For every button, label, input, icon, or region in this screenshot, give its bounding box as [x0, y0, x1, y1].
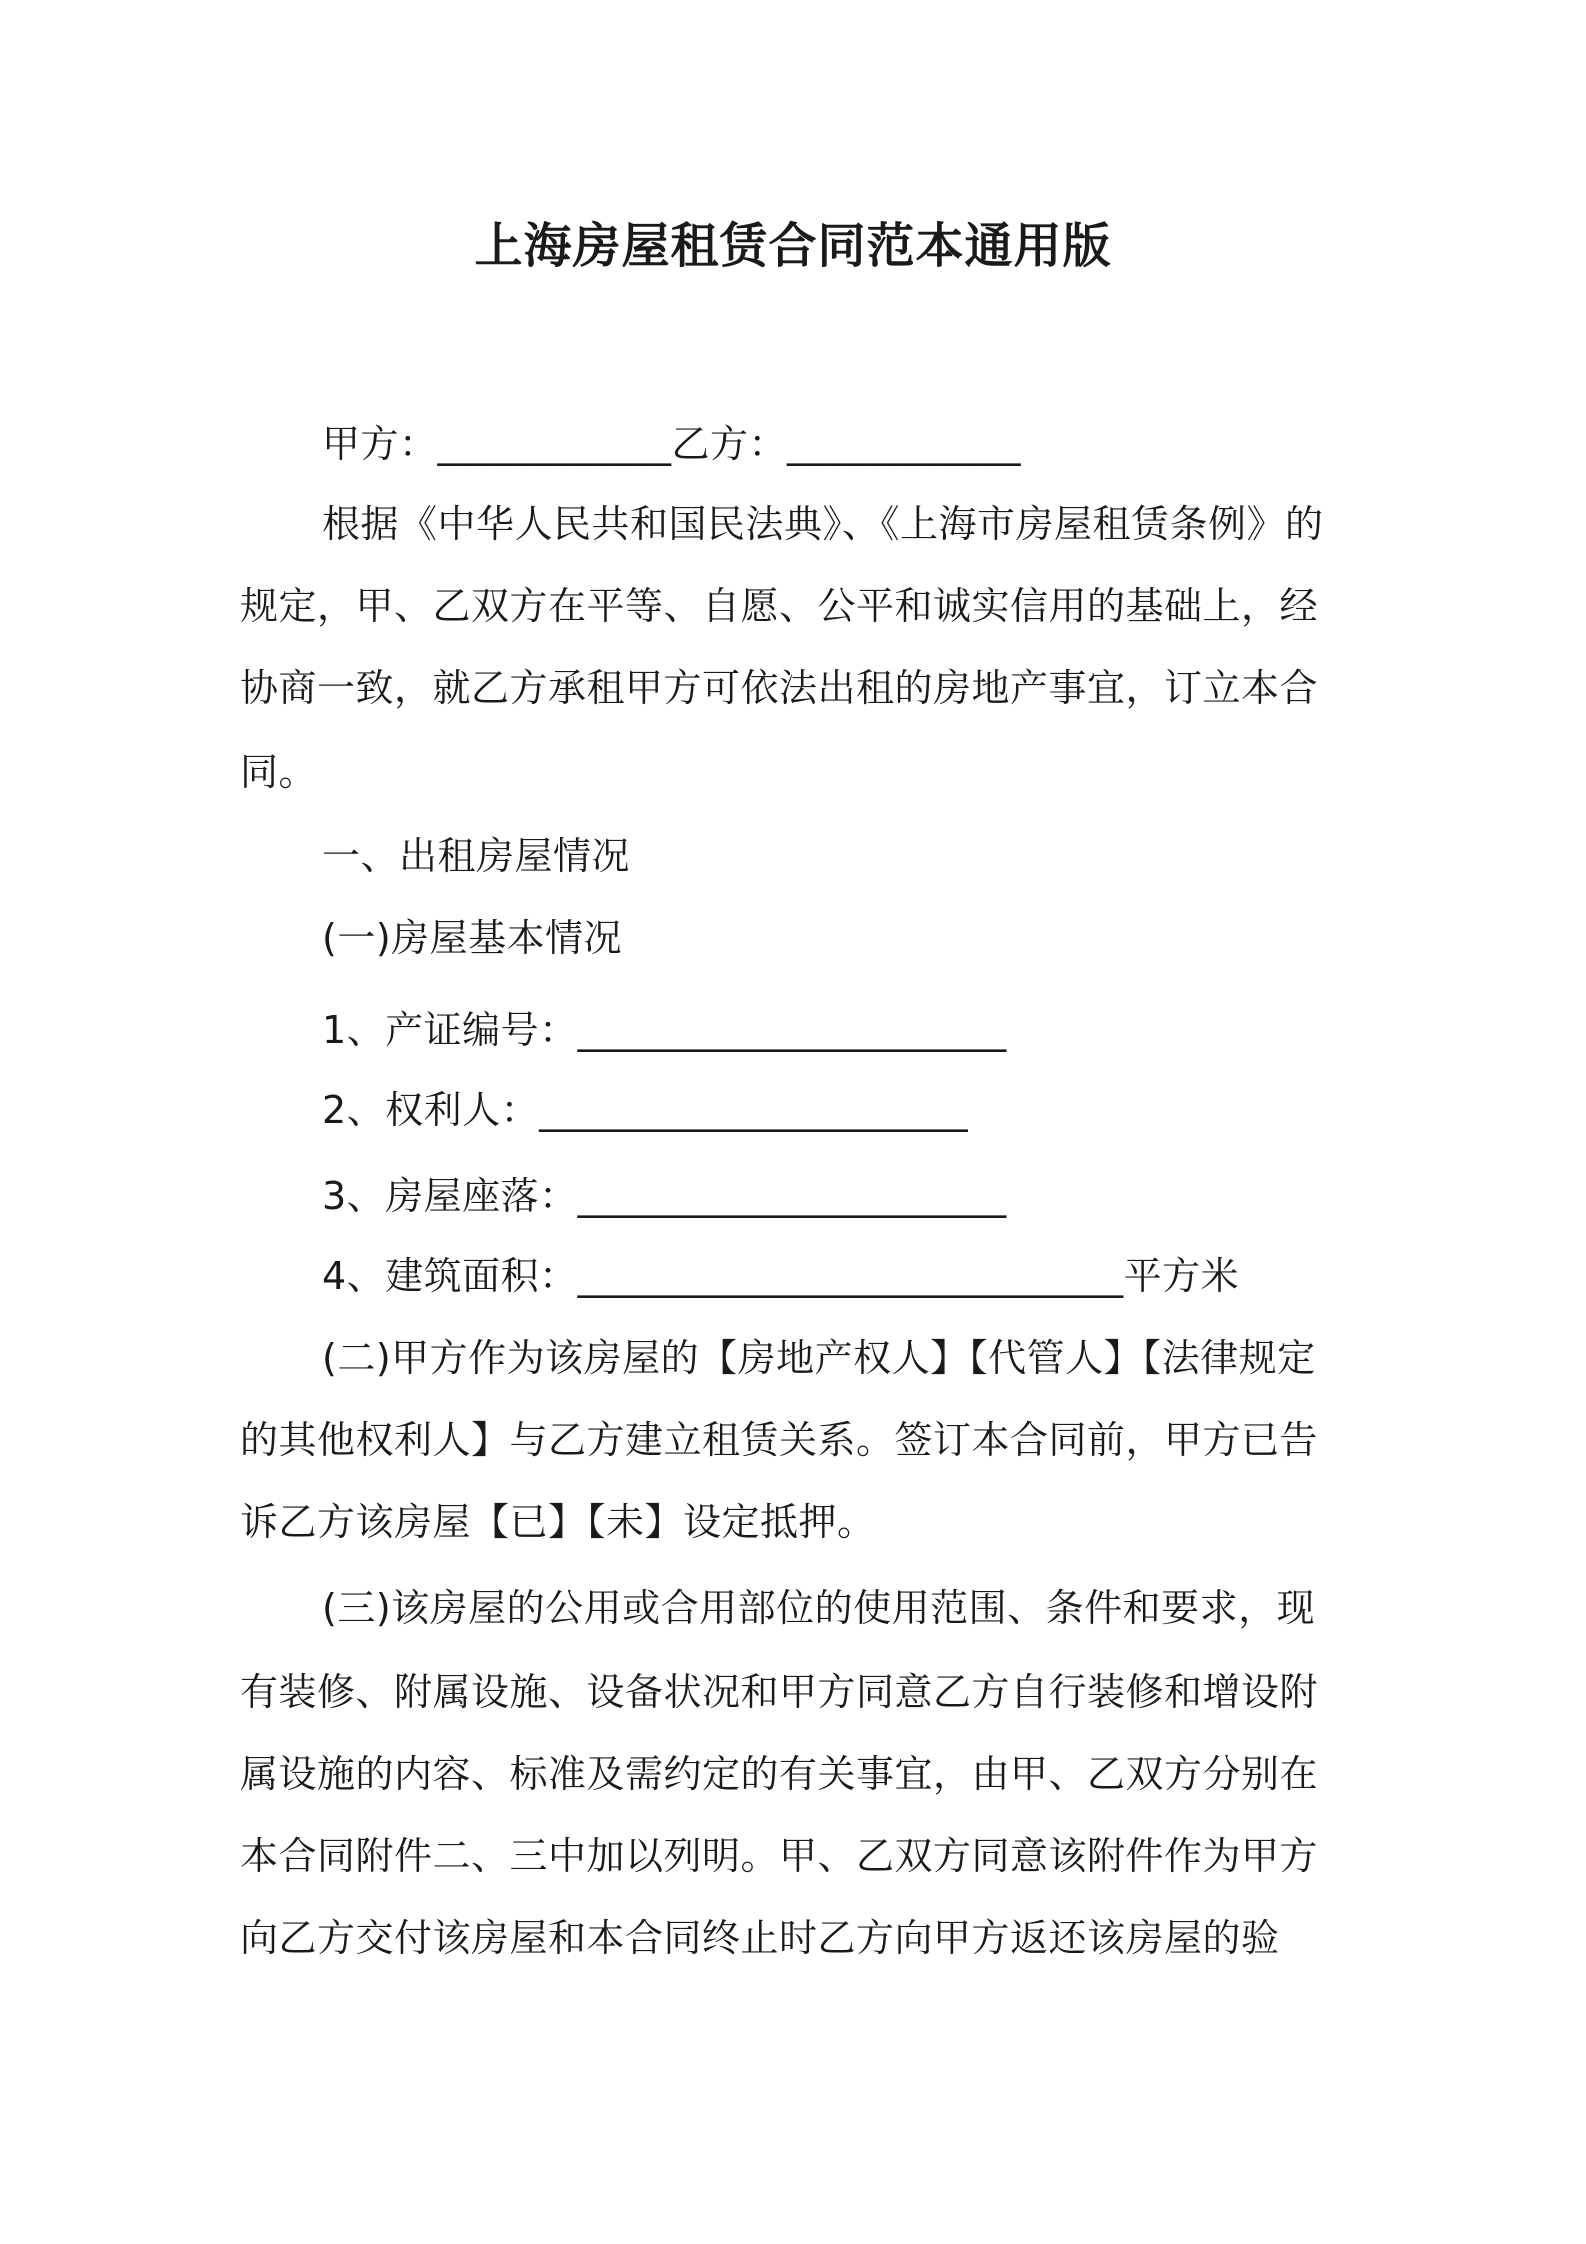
- field-line-owner: 2、权利人：______________________: [322, 1088, 969, 1132]
- paragraph-line: 向乙方交付该房屋和本合同终止时乙方向甲方返还该房屋的验: [240, 1916, 1280, 1960]
- section-heading: 一、出租房屋情况: [322, 834, 631, 878]
- field-line-certificate-number: 1、产证编号：______________________: [322, 1008, 1007, 1052]
- party-fields-line: 甲方：____________乙方：____________: [322, 422, 1022, 466]
- paragraph-line: 属设施的内容、标准及需约定的有关事宜，由甲、乙双方分别在: [240, 1752, 1319, 1796]
- subsection-heading: (一)房屋基本情况: [322, 916, 623, 960]
- document-title: 上海房屋租赁合同范本通用版: [474, 218, 1112, 274]
- paragraph-line: 的其他权利人】与乙方建立租赁关系。签订本合同前，甲方已告: [240, 1418, 1319, 1462]
- paragraph-line: 诉乙方该房屋【已】【未】设定抵押。: [240, 1500, 876, 1544]
- field-line-location: 3、房屋座落：______________________: [322, 1174, 1007, 1218]
- paragraph-line: 规定，甲、乙双方在平等、自愿、公平和诚实信用的基础上，经: [240, 584, 1319, 628]
- field-line-floor-area: 4、建筑面积：____________________________平方米: [322, 1254, 1240, 1298]
- paragraph-line: 本合同附件二、三中加以列明。甲、乙双方同意该附件作为甲方: [240, 1834, 1319, 1878]
- paragraph-line: 同。: [240, 750, 318, 794]
- paragraph-line: 有装修、附属设施、设备状况和甲方同意乙方自行装修和增设附: [240, 1670, 1319, 1714]
- paragraph-line: (二)甲方作为该房屋的【房地产权人】【代管人】【法律规定: [322, 1336, 1316, 1380]
- paragraph-line: 根据《中华人民共和国民法典》、《上海市房屋租赁条例》的: [322, 502, 1324, 546]
- paragraph-line: (三)该房屋的公用或合用部位的使用范围、条件和要求，现: [322, 1586, 1316, 1630]
- paragraph-line: 协商一致，就乙方承租甲方可依法出租的房地产事宜，订立本合: [240, 666, 1319, 710]
